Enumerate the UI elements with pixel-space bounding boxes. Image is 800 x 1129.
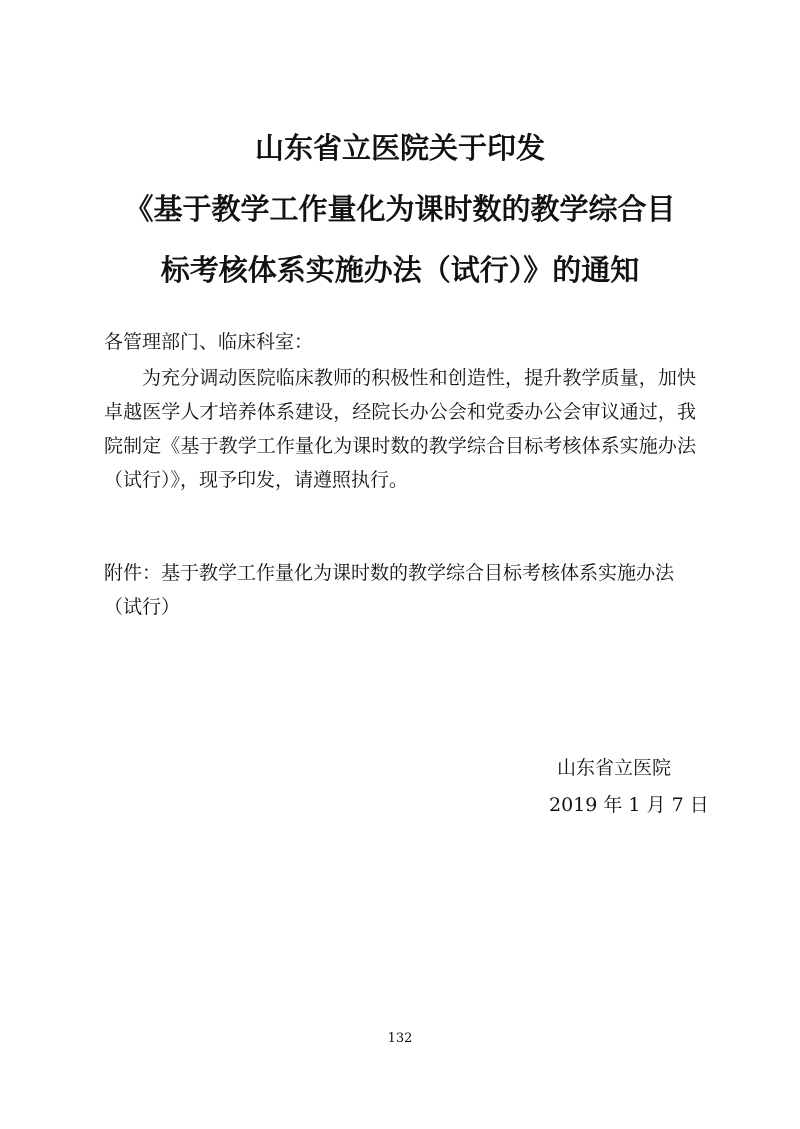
attachment-line-2: （试行） [104,596,181,618]
attachment-line-1: 附件：基于教学工作量化为课时数的教学综合目标考核体系实施办法 [104,562,675,584]
document-title-line-1: 山东省立医院关于印发 [254,131,545,165]
document-title-line-2: 《基于教学工作量化为课时数的教学综合目 [124,192,676,226]
body-paragraph: 为充分调动医院临床教师的积极性和创造性，提升教学质量，加快卓越医学人才培养体系建设，经院长办公会和党委办公会审议通过，我院制定《基于教学工作量化为课时数的教学综合目标考核体系实施办法（试行）》，现予印发，请遵照执行。 [104,367,696,491]
page-number: 132 [387,1031,413,1046]
signature-organization: 山东省立医院 [557,757,672,779]
attachment-note [104,556,696,624]
signature-date: 2019 年 1 月 7 日 [549,794,709,816]
salutation: 各管理部门、临床科室： [104,331,314,353]
document-title-line-3: 标考核体系实施办法（试行）》的通知 [160,253,640,287]
